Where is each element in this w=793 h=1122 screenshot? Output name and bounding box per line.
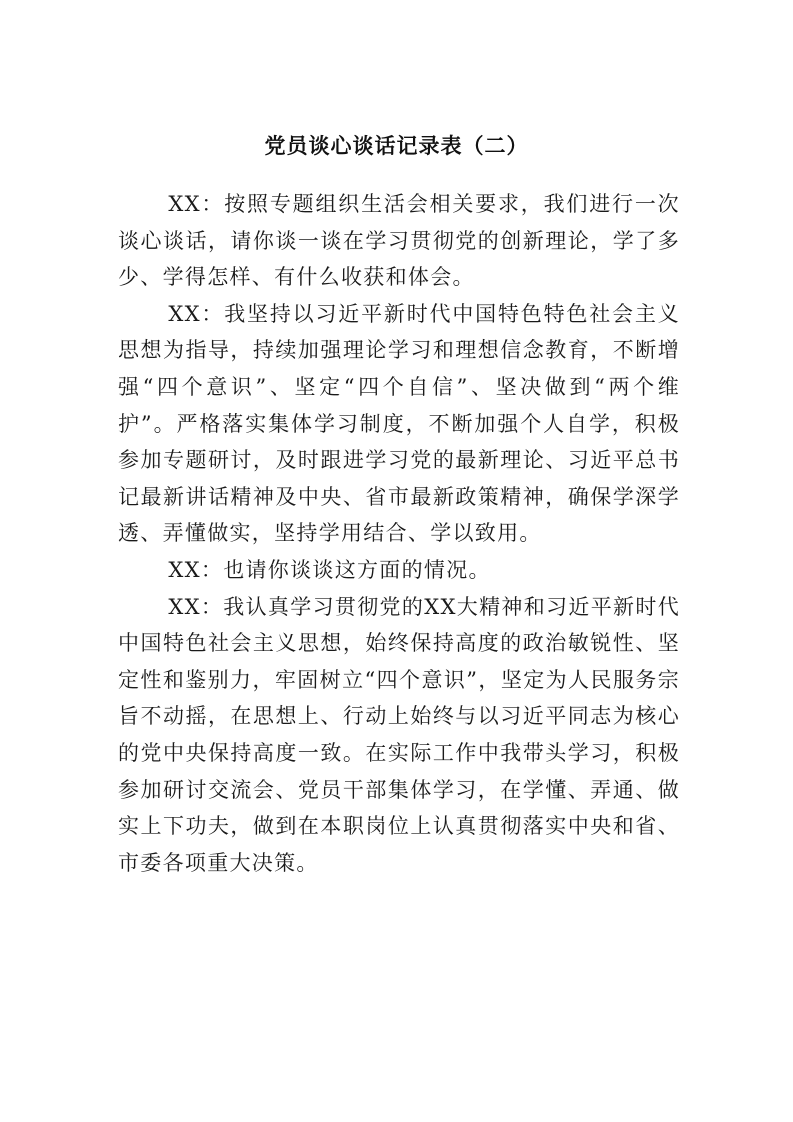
document-title: 党员谈心谈话记录表（二） — [264, 133, 529, 158]
paragraph-3: XX：也请你谈谈这方面的情况。 — [168, 557, 491, 582]
paragraph-4: XX：我认真学习贯彻党的XX大精神和习近平新时代中国特色社会主义思想，始终保持高度的政治敏锐性、坚定性和鉴别力，牢固树立“四个意识”，坚定为人民服务宗旨不动摇，在思想上、行动上始终与以习近平同志为核心的党中央保持高度一致。在实际工作中我带头学习，积极参加研讨交流会、党员干部集体学习，在学懂、弄通、做实上下功夫，做到在本职岗位上认真贯彻落实中央和省、市委各项重大决策。 — [118, 594, 680, 875]
paragraph-2: XX：我坚持以习近平新时代中国特色特色社会主义思想为指导，持续加强理论学习和理想信念教育，不断增强“四个意识”、坚定“四个自信”、坚决做到“两个维护”。严格落实集体学习制度，不断加强个人自学，积极参加专题研讨，及时跟进学习党的最新理论、习近平总书记最新讲话精神及中央、省市最新政策精神，确保学深学透、弄懂做实，坚持学用结合、学以致用。 — [118, 301, 680, 546]
document-body — [118, 186, 680, 881]
paragraph-1: XX：按照专题组织生活会相关要求，我们进行一次谈心谈话，请你谈一谈在学习贯彻党的创新理论，学了多少、学得怎样、有什么收获和体会。 — [118, 192, 680, 290]
